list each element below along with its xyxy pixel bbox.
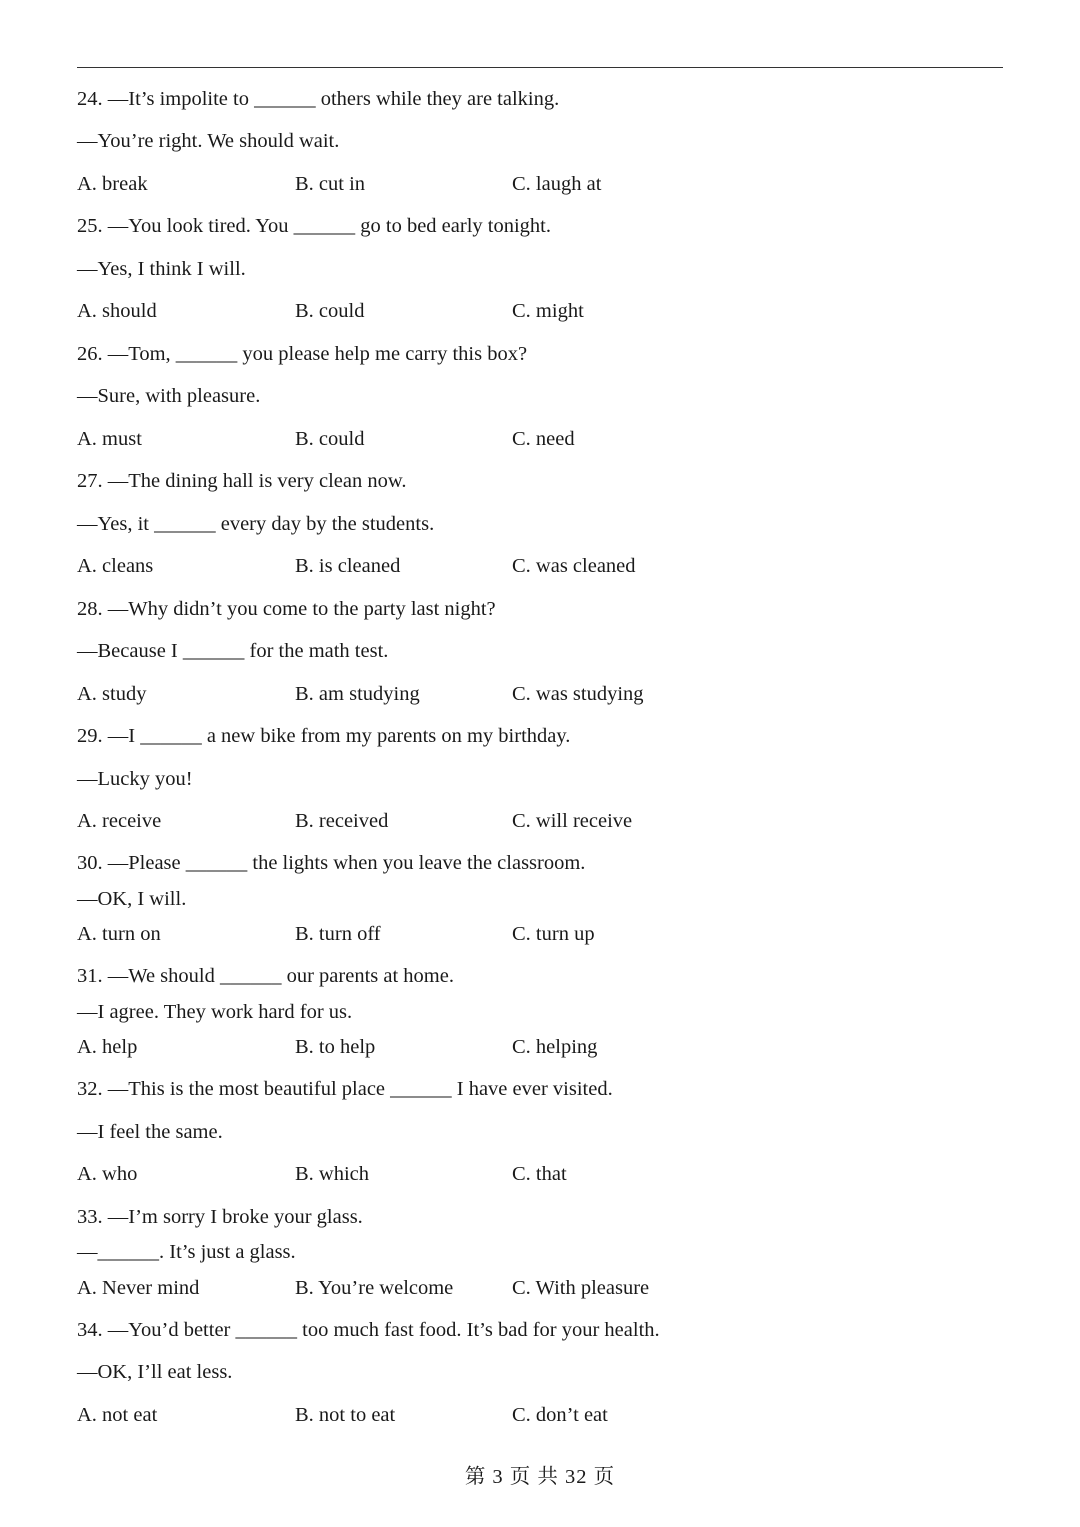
question-reply: —I agree. They work hard for us. [77, 1001, 353, 1023]
question-stem: 30. —Please ______ the lights when you leave the classroom. [77, 852, 586, 874]
option-b: B. not to eat [295, 1404, 396, 1426]
option-c: C. laugh at [512, 173, 602, 195]
option-a: A. who [77, 1163, 138, 1185]
option-b: B. could [295, 300, 365, 322]
option-c: C. need [512, 428, 575, 450]
option-b: B. received [295, 810, 389, 832]
option-a: A. cleans [77, 555, 154, 577]
question-reply: —Yes, it ______ every day by the students. [77, 513, 435, 535]
option-b: B. which [295, 1163, 370, 1185]
question-stem: 26. —Tom, ______ you please help me carry this box? [77, 343, 528, 365]
option-c: C. don’t eat [512, 1404, 608, 1426]
option-c: C. helping [512, 1036, 598, 1058]
option-c: C. turn up [512, 923, 595, 945]
header-rule [77, 67, 1003, 68]
option-a: A. help [77, 1036, 138, 1058]
question-reply: —OK, I’ll eat less. [77, 1361, 233, 1383]
question-stem: 29. —I ______ a new bike from my parents on my birthday. [77, 725, 571, 747]
question-reply: —______. It’s just a glass. [77, 1241, 296, 1263]
question-reply: —I feel the same. [77, 1121, 223, 1143]
question-reply: —Because I ______ for the math test. [77, 640, 389, 662]
question-stem: 31. —We should ______ our parents at home. [77, 965, 454, 987]
question-reply: —Yes, I think I will. [77, 258, 246, 280]
question-stem: 27. —The dining hall is very clean now. [77, 470, 407, 492]
option-b: B. cut in [295, 173, 366, 195]
question-stem: 34. —You’d better ______ too much fast food. It’s bad for your health. [77, 1319, 660, 1341]
option-a: A. Never mind [77, 1277, 200, 1299]
question-reply: —You’re right. We should wait. [77, 130, 340, 152]
option-b: B. am studying [295, 683, 420, 705]
option-a: A. break [77, 173, 148, 195]
question-stem: 33. —I’m sorry I broke your glass. [77, 1206, 363, 1228]
option-c: C. With pleasure [512, 1277, 650, 1299]
question-stem: 25. —You look tired. You ______ go to bed early tonight. [77, 215, 551, 237]
option-a: A. receive [77, 810, 162, 832]
question-reply: —Sure, with pleasure. [77, 385, 261, 407]
question-stem: 24. —It’s impolite to ______ others while they are talking. [77, 88, 560, 110]
question-reply: —Lucky you! [77, 768, 193, 790]
option-b: B. to help [295, 1036, 376, 1058]
option-a: A. must [77, 428, 142, 450]
option-a: A. turn on [77, 923, 161, 945]
option-b: B. could [295, 428, 365, 450]
option-a: A. should [77, 300, 157, 322]
option-b: B. is cleaned [295, 555, 401, 577]
question-stem: 32. —This is the most beautiful place ______ I have ever visited. [77, 1078, 613, 1100]
option-c: C. might [512, 300, 584, 322]
option-b: B. You’re welcome [295, 1277, 454, 1299]
question-stem: 28. —Why didn’t you come to the party last night? [77, 598, 496, 620]
question-reply: —OK, I will. [77, 888, 187, 910]
option-b: B. turn off [295, 923, 381, 945]
option-c: C. will receive [512, 810, 633, 832]
option-a: A. study [77, 683, 147, 705]
page-number-footer: 第 3 页 共 32 页 [464, 1466, 616, 1488]
option-c: C. was cleaned [512, 555, 636, 577]
option-c: C. was studying [512, 683, 644, 705]
option-c: C. that [512, 1163, 567, 1185]
option-a: A. not eat [77, 1404, 158, 1426]
